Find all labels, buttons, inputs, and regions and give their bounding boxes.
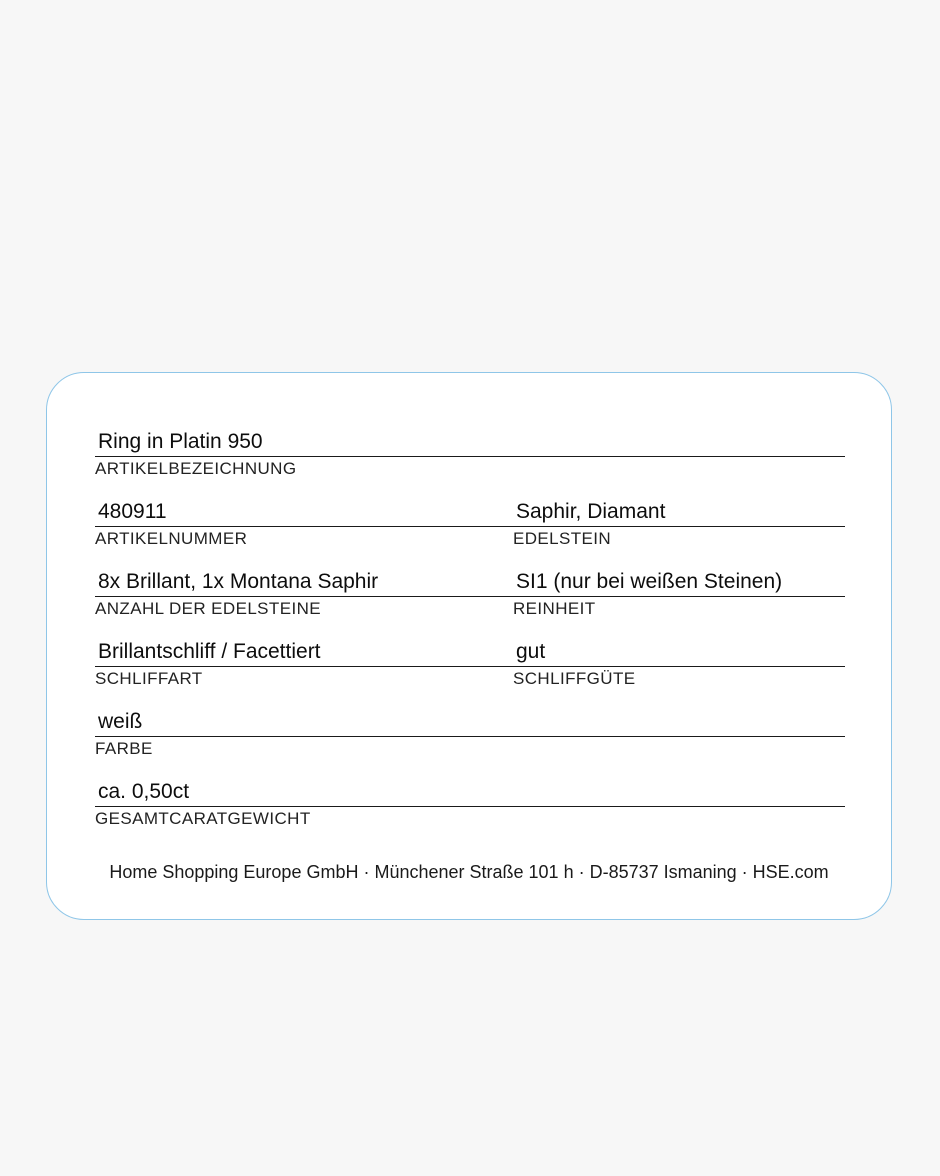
divider-line [513,596,845,597]
edelstein-value: Saphir, Diamant [516,500,666,523]
schliffart-label: SCHLIFFART [95,669,203,688]
field-reinheit [513,563,845,618]
field-anzahl-der-edelsteine [95,563,513,618]
edelstein-label: EDELSTEIN [513,529,612,548]
divider-line [95,736,845,737]
artikelnummer-value: 480911 [98,500,167,523]
certificate-card [46,372,892,920]
divider-line [513,666,845,667]
farbe-value: weiß [98,710,143,733]
gesamtcaratgewicht-value: ca. 0,50ct [98,780,190,803]
field-schliffguete [513,633,845,688]
artikelnummer-label: ARTIKELNUMMER [95,529,248,548]
company-footer: Home Shopping Europe GmbH · Münchener Straße 101 h · D-85737 Ismaning · HSE.com [109,862,829,882]
reinheit-label: REINHEIT [513,599,596,618]
anzahl-value: 8x Brillant, 1x Montana Saphir [98,570,379,593]
divider-line [95,806,845,807]
schliffguete-value: gut [516,640,546,663]
divider-line [95,526,513,527]
schliffart-value: Brillantschliff / Facettiert [98,640,321,663]
divider-line [513,526,845,527]
artikelbezeichnung-value: Ring in Platin 950 [98,430,263,453]
field-artikelbezeichnung [95,423,845,478]
reinheit-value: SI1 (nur bei weißen Steinen) [516,570,783,593]
field-edelstein [513,493,845,548]
divider-line [95,596,513,597]
field-gesamtcaratgewicht [95,773,845,828]
field-artikelnummer [95,493,513,548]
farbe-label: FARBE [95,739,153,758]
gesamtcaratgewicht-label: GESAMTCARATGEWICHT [95,809,311,828]
artikelbezeichnung-label: ARTIKELBEZEICHNUNG [95,459,297,478]
divider-line [95,456,845,457]
schliffguete-label: SCHLIFFGÜTE [513,669,636,688]
anzahl-label: ANZAHL DER EDELSTEINE [95,599,321,618]
field-farbe [95,703,845,758]
divider-line [95,666,513,667]
field-schliffart [95,633,513,688]
